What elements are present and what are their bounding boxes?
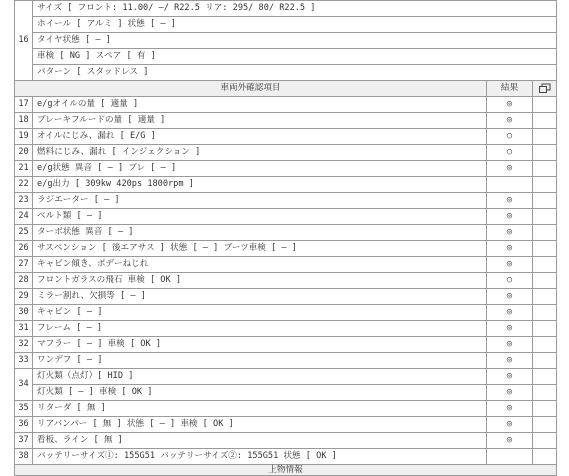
exterior-header-row <box>15 81 557 97</box>
item-text: フレーム [ — ] <box>33 321 487 337</box>
upper-info-header-row <box>15 465 557 476</box>
item-result: ◎ <box>487 337 533 353</box>
item-number: 31 <box>15 321 33 337</box>
item-extra-cell <box>533 209 557 225</box>
header-icon-cell <box>533 81 557 97</box>
check-item-row <box>15 321 557 337</box>
item-text: e/gオイルの量 [ 適量 ] <box>33 97 487 113</box>
check-item-row <box>15 289 557 305</box>
check-item-row <box>15 225 557 241</box>
item-extra-cell <box>533 385 557 401</box>
item-text: キャビン [ — ] <box>33 305 487 321</box>
item-extra-cell <box>533 305 557 321</box>
check-item-row <box>15 417 557 433</box>
item-result: ◎ <box>487 113 533 129</box>
item-number: 35 <box>15 401 33 417</box>
check-item-row <box>15 161 557 177</box>
item-text: ベルト類 [ — ] <box>33 209 487 225</box>
item-text: バッテリーサイズ①: 155G51 バッテリーサイズ②: 155G51 状態 [ OK ] <box>33 449 487 465</box>
item-text: マフラー [ — ] 車検 [ OK ] <box>33 337 487 353</box>
item-number: 16 <box>15 1 33 81</box>
tire-row-pattern <box>15 65 557 81</box>
item-result: ○ <box>487 129 533 145</box>
upper-info-header: 上物情報 <box>15 465 557 476</box>
check-item-row <box>15 385 557 401</box>
item-result: ◎ <box>487 209 533 225</box>
tire-row-condition <box>15 33 557 49</box>
item-number: 37 <box>15 433 33 449</box>
tire-row-inspection <box>15 49 557 65</box>
item-extra-cell <box>533 193 557 209</box>
check-item-row <box>15 305 557 321</box>
item-text: ラジエーター [ — ] <box>33 193 487 209</box>
item-text: ミラー割れ、欠損等 [ — ] <box>33 289 487 305</box>
item-result: ◎ <box>487 161 533 177</box>
check-item-row <box>15 401 557 417</box>
item-result: ◎ <box>487 193 533 209</box>
item-number: 24 <box>15 209 33 225</box>
item-extra-cell <box>533 321 557 337</box>
check-item-row <box>15 433 557 449</box>
item-extra-cell <box>533 257 557 273</box>
item-number: 22 <box>15 177 33 193</box>
item-text: e/g状態 異音 [ — ] ブレ [ — ] <box>33 161 487 177</box>
item-text: 看板、ライン [ 無 ] <box>33 433 487 449</box>
item-extra-cell <box>533 337 557 353</box>
item-extra-cell <box>533 401 557 417</box>
tire-condition-text: タイヤ状態 [ — ] <box>33 33 557 49</box>
check-item-row <box>15 353 557 369</box>
item-text: フロントガラスの飛石 車検 [ OK ] <box>33 273 487 289</box>
inspection-table <box>14 0 557 476</box>
item-text: 灯火類 [ — ] 車検 [ OK ] <box>33 385 487 401</box>
item-result: ◎ <box>487 433 533 449</box>
item-extra-cell <box>533 97 557 113</box>
item-result: ◎ <box>487 241 533 257</box>
item-result: ◎ <box>487 257 533 273</box>
item-number: 21 <box>15 161 33 177</box>
check-item-row <box>15 145 557 161</box>
check-item-row <box>15 273 557 289</box>
item-extra-cell <box>533 113 557 129</box>
item-text: キャビン傾き、ボデーねじれ <box>33 257 487 273</box>
item-result: ◎ <box>487 401 533 417</box>
check-item-row <box>15 177 557 193</box>
item-text: ワンデフ [ — ] <box>33 353 487 369</box>
item-number: 38 <box>15 449 33 465</box>
item-number: 29 <box>15 289 33 305</box>
item-number: 34 <box>15 369 33 401</box>
item-text: リターダ [ 無 ] <box>33 401 487 417</box>
item-extra-cell <box>533 241 557 257</box>
wheel-text: ホイール [ アルミ ] 状態 [ — ] <box>33 17 557 33</box>
check-item-row <box>15 369 557 385</box>
item-number: 17 <box>15 97 33 113</box>
item-extra-cell <box>533 449 557 465</box>
item-result: ◎ <box>487 97 533 113</box>
item-result: ○ <box>487 273 533 289</box>
item-number: 33 <box>15 353 33 369</box>
item-number: 28 <box>15 273 33 289</box>
item-text: 燃料にじみ、漏れ [ インジェクション ] <box>33 145 487 161</box>
exterior-header-title: 車両外確認項目 <box>15 81 487 97</box>
item-number: 36 <box>15 417 33 433</box>
item-result <box>487 177 533 193</box>
item-extra-cell <box>533 129 557 145</box>
item-result <box>487 449 533 465</box>
item-extra-cell <box>533 353 557 369</box>
item-result: ◎ <box>487 305 533 321</box>
copy-icon[interactable] <box>539 83 551 93</box>
check-item-row <box>15 113 557 129</box>
item-extra-cell <box>533 225 557 241</box>
result-header: 結果 <box>487 81 533 97</box>
item-number: 30 <box>15 305 33 321</box>
check-item-row <box>15 241 557 257</box>
check-item-row <box>15 97 557 113</box>
item-extra-cell <box>533 145 557 161</box>
tire-row-wheel <box>15 17 557 33</box>
tire-inspection-text: 車検 [ NG ] スペア [ 有 ] <box>33 49 557 65</box>
item-extra-cell <box>533 161 557 177</box>
check-item-row <box>15 337 557 353</box>
check-item-row <box>15 257 557 273</box>
item-result: ◎ <box>487 353 533 369</box>
tire-pattern-text: パターン [ スタッドレス ] <box>33 65 557 81</box>
item-text: オイルにじみ、漏れ [ E/G ] <box>33 129 487 145</box>
item-result: ◎ <box>487 385 533 401</box>
item-extra-cell <box>533 289 557 305</box>
item-text: ブレーキフルードの量 [ 適量 ] <box>33 113 487 129</box>
item-text: リアバンパー [ 無 ] 状態 [ — ] 車検 [ OK ] <box>33 417 487 433</box>
item-result: ◎ <box>487 289 533 305</box>
item-number: 19 <box>15 129 33 145</box>
check-item-row <box>15 449 557 465</box>
item-text: サスペンション [ 後エアサス ] 状態 [ — ] ブーツ車検 [ — ] <box>33 241 487 257</box>
item-result: ◎ <box>487 417 533 433</box>
item-text: e/g出力 [ 309kw 420ps 1800rpm ] <box>33 177 487 193</box>
item-text: ターボ状態 異音 [ — ] <box>33 225 487 241</box>
item-number: 32 <box>15 337 33 353</box>
check-item-row <box>15 193 557 209</box>
item-result: ◎ <box>487 369 533 385</box>
item-number: 26 <box>15 241 33 257</box>
check-item-row <box>15 129 557 145</box>
item-extra-cell <box>533 273 557 289</box>
inspection-sheet <box>14 0 556 475</box>
item-number: 23 <box>15 193 33 209</box>
item-extra-cell <box>533 417 557 433</box>
item-text: 灯火類（点灯）[ HID ] <box>33 369 487 385</box>
item-result: ○ <box>487 145 533 161</box>
item-number: 27 <box>15 257 33 273</box>
check-item-row <box>15 209 557 225</box>
item-extra-cell <box>533 433 557 449</box>
tire-row-size <box>15 1 557 17</box>
item-number: 20 <box>15 145 33 161</box>
item-number: 25 <box>15 225 33 241</box>
item-result: ◎ <box>487 321 533 337</box>
tire-size-text: サイズ [ フロント: 11.00/ —/ R22.5 リア: 295/ 80/ R22.5 ] <box>33 1 557 17</box>
item-extra-cell <box>533 369 557 385</box>
item-number: 18 <box>15 113 33 129</box>
item-result: ◎ <box>487 225 533 241</box>
item-extra-cell <box>533 177 557 193</box>
